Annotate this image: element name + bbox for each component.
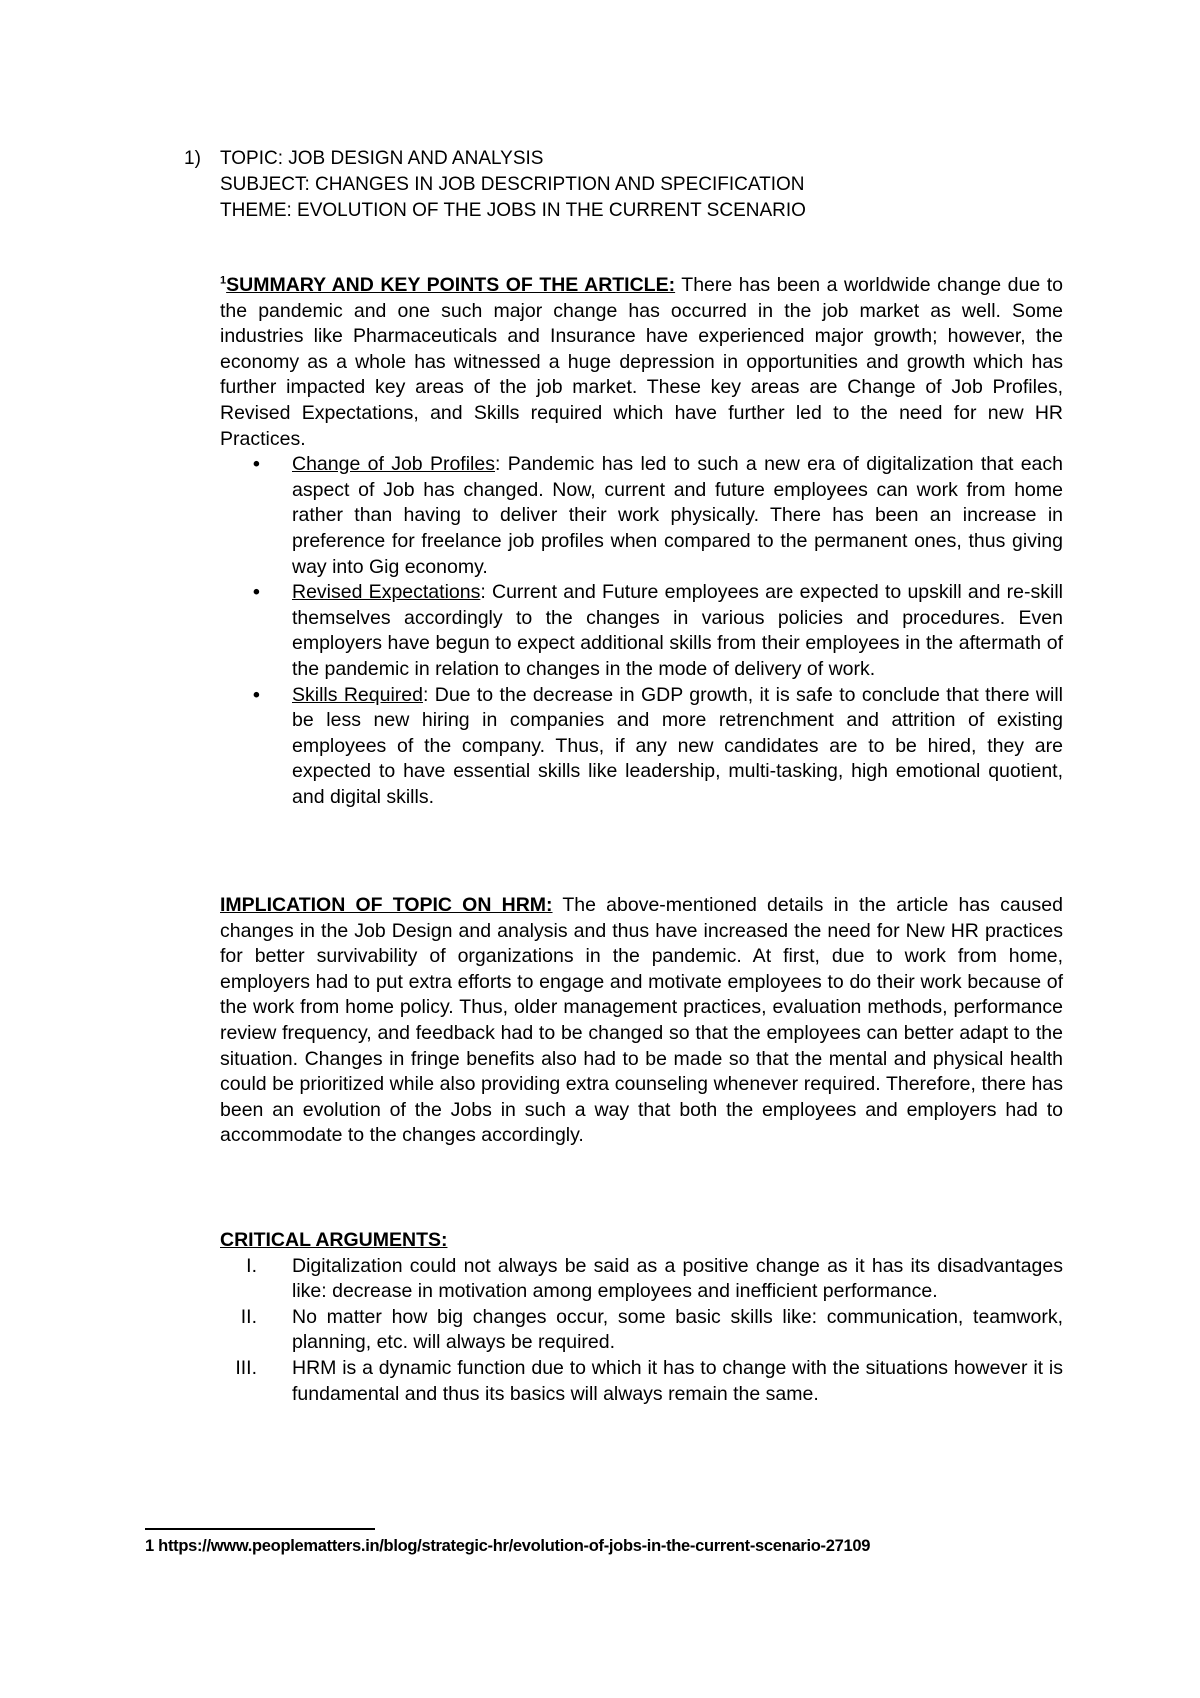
heading-lines [220,146,806,224]
bullet-text: : Pandemic has led to such a new era of digitalization that each aspect of Job has changed. Now, current and future employees can work from home rather than having to deliver their work physically. There has been an increase in preference for freelance job profiles when compared to the permanent ones, thus giving way into Gig economy. [292,453,1063,578]
roman-numeral: III. [235,1356,257,1379]
argument-text: No matter how big changes occur, some basic skills like: communication, teamwork, planning, etc. will always be required. [292,1305,1063,1354]
critical-arguments-section [220,1228,1063,1407]
bullet-title: Skills Required [292,683,423,706]
bullet-paragraph [292,580,1063,682]
heading-number: 1) [184,148,201,169]
summary-label: SUMMARY AND KEY POINTS OF THE ARTICLE: [226,274,676,296]
bullet-text: : Due to the decrease in GDP growth, it is safe to conclude that there will be less new hiring in companies and more retrenchment and attrition of existing employees of the company. Thus, if any new candidates are to be hired, they are expected to have essential skills like leadership, multi-tasking, high emotional quotient, and digital skills. [292,683,1063,808]
implication-paragraph [220,893,1063,1149]
critical-arguments-list [220,1254,1063,1408]
heading-subject: SUBJECT: CHANGES IN JOB DESCRIPTION AND SPECIFICATION [220,174,805,195]
bullet-text: : Current and Future employees are expected to upskill and re-skill themselves accordingly to the changes in various policies and procedures. Even employers have begun to expect additional skills from their employees in the aftermath of the pandemic in relation to changes in the mode of delivery of work. [292,581,1063,680]
footnote-reference: 1 [220,274,227,287]
list-item [220,1356,1063,1407]
summary-paragraph [220,273,1063,452]
roman-numeral: I. [246,1254,257,1277]
bullet-icon: • [253,453,260,476]
list-item [220,683,1063,811]
summary-section [220,273,1063,810]
bullet-icon: • [253,581,260,604]
footnote-separator [145,1528,375,1530]
list-item [220,452,1063,580]
implication-section [220,893,1063,1149]
implication-text: The above-mentioned details in the article has caused changes in the Job Design and analysis and thus have increased the need for New HR practices for better survivability of organizations in the pandemic. At first, due to work from home, employers had to put extra efforts to engage and motivate employees to do their work because of the work from home policy. Thus, older management practices, evaluation methods, performance review frequency, and feedback had to be changed so that the employees can better adapt to the situation. Changes in fringe benefits also had to be made so that the mental and physical health could be prioritized while also providing extra counseling whenever required. Therefore, there has been an evolution of the Jobs in such a way that both the employees and employers had to accommodate to the changes accordingly. [220,894,1063,1147]
bullet-title: Change of Job Profiles [292,453,495,476]
roman-numeral: II. [240,1305,257,1328]
critical-arguments-heading: CRITICAL ARGUMENTS: [220,1229,448,1251]
bullet-paragraph [292,683,1063,811]
argument-text: Digitalization could not always be said as a positive change as it has its disadvantages like: decrease in motivation among employees and inefficient performance. [292,1254,1063,1303]
list-item [220,1254,1063,1305]
heading-topic: TOPIC: JOB DESIGN AND ANALYSIS [220,148,544,169]
bullet-icon: • [253,683,260,706]
heading-theme: THEME: EVOLUTION OF THE JOBS IN THE CURRENT SCENARIO [220,200,806,221]
list-item [220,1305,1063,1356]
argument-text: HRM is a dynamic function due to which it has to change with the situations however it is fundamental and thus its basics will always remain the same. [292,1356,1063,1405]
key-points-list [220,452,1063,810]
implication-label: IMPLICATION OF TOPIC ON HRM: [220,894,553,916]
summary-text: There has been a worldwide change due to the pandemic and one such major change has occurred in the job market as well. Some industries like Pharmaceuticals and Insurance have experienced major growth; however, the economy as a whole has witnessed a huge depression in opportunities and growth which has further impacted key areas of the job market. These key areas are Change of Job Profiles, Revised Expectations, and Skills required which have further led to the need for new HR Practices. [220,274,1063,450]
bullet-title: Revised Expectations [292,581,481,604]
footnote-text: 1 https://www.peoplematters.in/blog/strategic-hr/evolution-of-jobs-in-the-current-scenario-27109 [145,1537,871,1555]
bullet-paragraph [292,452,1063,580]
list-item [220,580,1063,682]
